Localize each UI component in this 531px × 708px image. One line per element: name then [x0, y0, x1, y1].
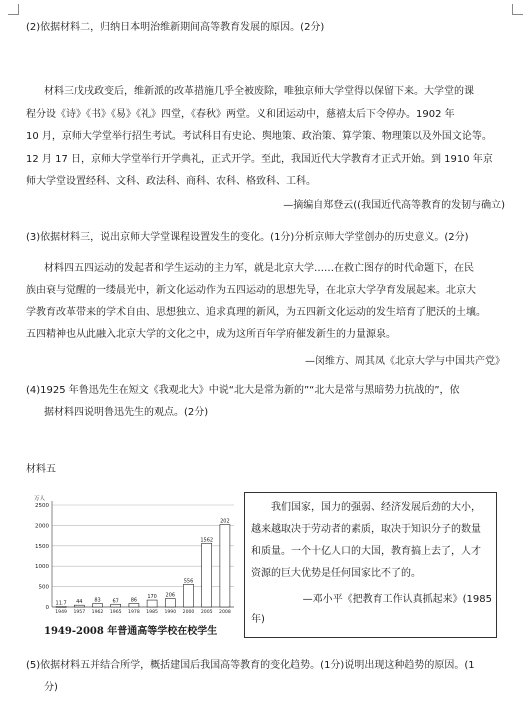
material-3-line: 12 月 17 日，京师大学堂举行开学典礼，正式开学。至此，我国近代大学教育才正式开始。到 1910 年京: [26, 154, 493, 165]
data-label-1949: 11.7: [55, 600, 67, 607]
material-3-line: 10 月，京师大学堂举行招生考试。考试科目有史论、舆地策、政治策、算学策、物理策以及外国文论等。: [26, 131, 492, 142]
margin-corner-left: [8, 4, 19, 15]
material-3-line: 程分设《诗》《书》《易》《礼》四堂，《春秋》两堂。义和团运动中，慈禧太后下令停办。1902 年: [26, 109, 455, 120]
y-tick-label: 2500: [35, 503, 49, 509]
deng-quote-box: [244, 492, 497, 638]
data-label-1962: 83: [94, 597, 101, 604]
data-label-2008: 202: [220, 518, 230, 525]
x-tick-label: 1949: [55, 610, 67, 614]
x-tick-label: 1978: [128, 610, 140, 614]
data-label-1978: 86: [130, 597, 138, 604]
y-tick-label: 2000: [35, 523, 49, 530]
material-3-source: —摘编自郑登云((我国近代高等教育的发韧与确立): [283, 200, 505, 211]
y-tick-label: 1000: [35, 564, 49, 571]
material-3-line: 师大学堂设置经科、文科、政法科、商科、农科、格致科、工科。: [26, 176, 316, 187]
material-4-line: 族由衰与觉醒的一缕晨光中，新文化运动作为五四运动的思想先导，在北京大学孕育发展起来。北京大: [26, 285, 476, 296]
y-tick-label: 0: [45, 605, 49, 611]
question-5-line1: (5)依据材料五并结合所学，概括建国后我国高等教育的变化趋势。(1分)说明出现这种趋势的原因。(1: [26, 660, 475, 671]
question-4-line2: 据材料四说明鲁迅先生的观点。(2分): [44, 407, 209, 418]
data-label-1985: 170: [147, 594, 157, 601]
material-4-line: 学教育改革带来的学术自由、思想独立、追求真理的新风，为五四新文化运动的发生培育了肥沃的土壤。: [26, 307, 486, 318]
x-tick-label: 1990: [164, 610, 177, 614]
bar-2005: [202, 543, 212, 607]
quote-line: 和质量。一个十亿人口的大国，教育搞上去了，人才: [251, 546, 481, 557]
x-tick-label: 1962: [91, 610, 104, 614]
quote-source-continued: 年): [251, 614, 265, 625]
x-tick-label: 1957: [73, 610, 86, 614]
quote-line: 越来越取决于劳动者的素质，取决于知识分子的数量: [251, 524, 481, 535]
quote-source: —邓小平《把教育工作认真抓起来》(1985: [302, 594, 492, 605]
y-tick-label: 1500: [35, 543, 49, 550]
x-tick-label: 2000: [182, 610, 195, 614]
quote-line: 我们国家，国力的强弱、经济发展后劲的大小，: [271, 502, 481, 513]
x-tick-label: 2005: [200, 610, 213, 614]
data-label-1965: 67: [112, 598, 119, 605]
question-3: (3)依据材料三，说出京师大学堂课程设置发生的变化。(1分)分析京师大学堂创办的历史意义。(2分): [26, 232, 469, 243]
chart-caption: 1949-2008 年普通高等学校在校学生: [44, 626, 218, 637]
bar-1957: [74, 605, 84, 607]
x-tick-label: 2008: [219, 610, 231, 614]
material-4-line: 材料四五四运动的发起者和学生运动的主力军，就是北京大学……在救亡图存的时代命题下，在民: [44, 263, 474, 274]
bar-1985: [147, 600, 157, 607]
y-tick-label: 500: [38, 584, 49, 591]
question-4-line1: (4)1925 年鲁迅先生在短文《我观北大》中说“北大是常为新的”“北大是常与黑暗势力抗战的”，依: [26, 385, 460, 396]
bar-1965: [111, 604, 121, 607]
margin-corner-right: [512, 4, 523, 15]
bar-2008: [220, 525, 230, 607]
data-label-2000: 556: [183, 578, 194, 585]
x-tick-label: 1965: [109, 610, 122, 614]
material-4-line: 五四精神也从此融入北京大学的文化之中，成为这所百年学府催发新生的力量源泉。: [26, 329, 396, 340]
bar-1990: [165, 599, 175, 607]
quote-line: 资源的巨大优势是任何国家比不了的。: [251, 568, 421, 579]
enrollment-bar-chart: [26, 491, 238, 614]
bar-1978: [129, 603, 139, 607]
y-axis-unit-label: 万人: [34, 496, 46, 502]
question-5-line2: 分): [44, 682, 58, 693]
material-4-source: —闵维方、周其凤《北京大学与中国共产党》: [305, 356, 505, 367]
data-label-1990: 206: [165, 592, 176, 599]
x-tick-label: 1985: [146, 610, 158, 614]
material-5-label: 材料五: [26, 464, 56, 475]
bar-1962: [92, 604, 102, 607]
bar-2000: [183, 584, 193, 607]
data-label-2005: 1562: [200, 537, 214, 544]
question-2: (2)依据材料二，归纳日本明治维新期间高等教育发展的原因。(2分): [26, 22, 325, 33]
bar-1949: [56, 607, 66, 608]
material-3-line: 材料三戊戌政变后，维新派的改革措施几乎全被废除，唯独京师大学堂得以保留下来。大学堂的课: [44, 86, 474, 97]
data-label-1957: 44: [76, 599, 83, 606]
